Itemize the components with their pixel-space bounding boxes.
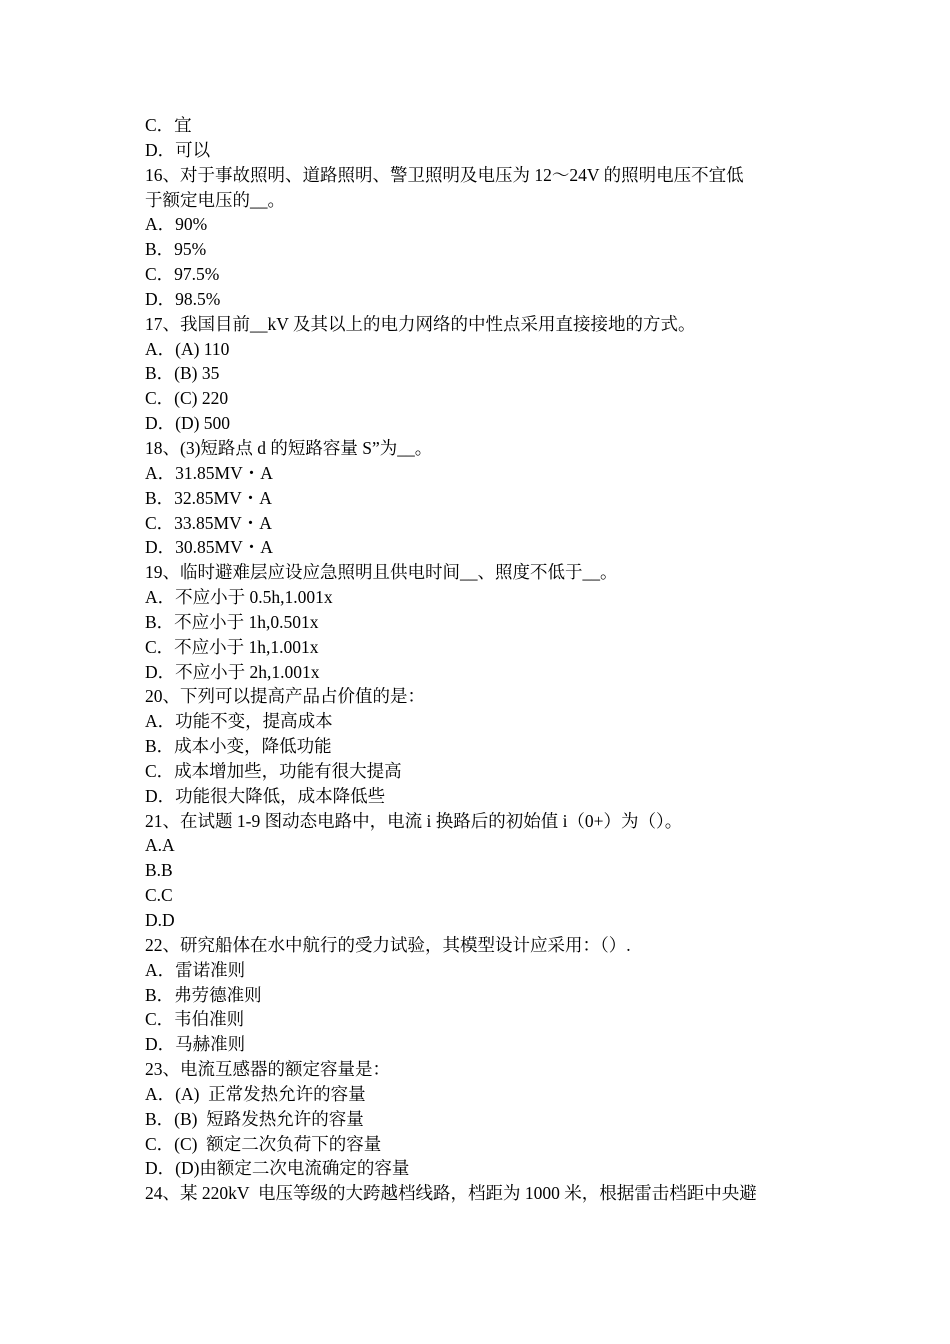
option-c-q18: C．33.85MV・A [145,512,272,533]
option-d-q17: D．(D) 500 [145,413,231,434]
question-24-stem: 24、某 220kV 电压等级的大跨越档线路，档距为 1000 米，根据雷击档距中央避 [145,1183,757,1204]
option-d-q15: D．可以 [145,139,211,160]
question-19-stem: 19、临时避难层应设应急照明且供电时间__、照度不低于__。 [145,562,618,583]
option-a-q23: A．(A) 正常发热允许的容量 [145,1083,366,1104]
option-b-q19: B．不应小于 1h,0.501x [145,611,319,632]
option-b-q16: B．95% [145,239,207,260]
option-c-q23: C．(C) 额定二次负荷下的容量 [145,1133,382,1154]
option-b-q17: B．(B) 35 [145,363,220,384]
option-c-q16: C．97.5% [145,264,220,285]
option-a-q18: A．31.85MV・A [145,462,273,483]
question-17-stem: 17、我国目前__kV 及其以上的电力网络的中性点采用直接接地的方式。 [145,313,696,334]
option-b-q21: B.B [145,860,173,881]
question-18-stem: 18、(3)短路点 d 的短路容量 S”为__。 [145,437,433,458]
option-a-q17: A．(A) 110 [145,338,230,359]
option-d-q23: D．(D)由额定二次电流确定的容量 [145,1158,410,1179]
option-a-q16: A．90% [145,214,208,235]
question-16-stem: 16、对于事故照明、道路照明、警卫照明及电压为 12～24V 的照明电压不宜低 [145,164,744,185]
option-b-q22: B．弗劳德准则 [145,984,262,1005]
question-23-stem: 23、电流互感器的额定容量是： [145,1059,390,1080]
option-b-q18: B．32.85MV・A [145,487,272,508]
option-c-q21: C.C [145,885,173,906]
option-d-q22: D．马赫准则 [145,1034,246,1055]
option-d-q21: D.D [145,910,175,930]
option-d-q18: D．30.85MV・A [145,537,273,558]
option-a-q19: A．不应小于 0.5h,1.001x [145,587,333,608]
option-b-q20: B．成本小变，降低功能 [145,736,332,757]
option-d-q20: D．功能很大降低，成本降低些 [145,785,386,806]
option-d-q19: D．不应小于 2h,1.001x [145,661,320,682]
question-22-stem: 22、研究船体在水中航行的受力试验，其模型设计应采用：（）. [145,934,631,955]
option-c-q22: C．韦伯准则 [145,1009,245,1030]
question-16-stem-cont: 于额定电压的__。 [145,189,285,210]
option-c-q20: C．成本增加些，功能有很大提高 [145,760,402,781]
question-text-block [145,113,815,1206]
option-a-q21: A.A [145,835,175,856]
option-d-q16: D．98.5% [145,288,221,309]
option-c-q17: C．(C) 220 [145,388,229,409]
option-a-q22: A．雷诺准则 [145,959,246,980]
question-20-stem: 20、下列可以提高产品占价值的是： [145,686,425,707]
option-c-q15: C．宜 [145,115,192,135]
option-a-q20: A．功能不变，提高成本 [145,711,333,732]
option-c-q19: C．不应小于 1h,1.001x [145,636,319,657]
option-b-q23: B．(B) 短路发热允许的容量 [145,1108,364,1129]
question-21-stem: 21、在试题 1-9 图动态电路中，电流 i 换路后的初始值 i（0+）为（）。 [145,810,683,831]
